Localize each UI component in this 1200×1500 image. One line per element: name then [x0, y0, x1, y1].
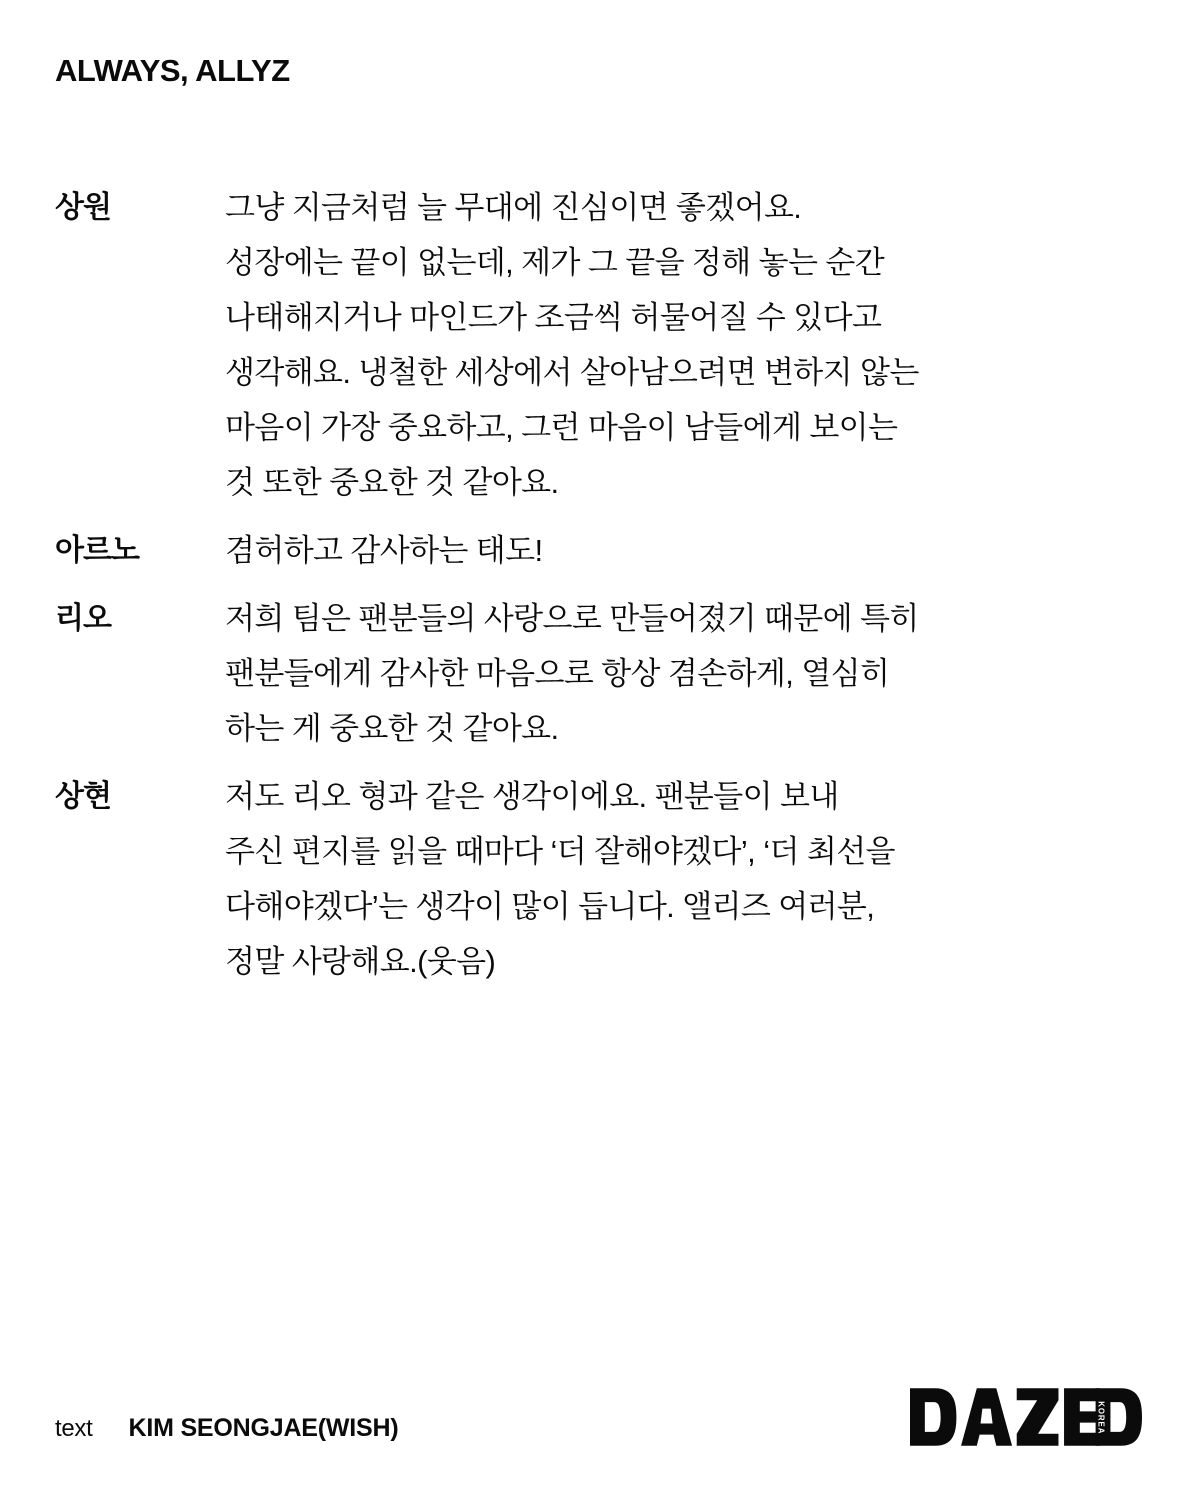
dazed-wordmark — [910, 1388, 1142, 1446]
dialogue-line: 그냥 지금처럼 늘 무대에 진심이면 좋겠어요. — [225, 190, 802, 225]
dialogue-line: 나태해지거나 마인드가 조금씩 허물어질 수 있다고 — [225, 300, 882, 335]
dialogue-line: 생각해요. 냉철한 세상에서 살아남으려면 변하지 않는 — [225, 355, 919, 390]
dialogue-row — [55, 591, 1145, 756]
credit-label: text — [55, 1415, 93, 1442]
dialogue-line: 팬분들에게 감사한 마음으로 항상 겸손하게, 열심히 — [225, 656, 890, 691]
dialogue-list — [55, 180, 1145, 1002]
dialogue-lines — [225, 591, 919, 756]
speaker-name: 상원 — [55, 191, 111, 224]
korea-label: KOREA — [1096, 1401, 1106, 1435]
dialogue-lines — [225, 180, 919, 510]
dialogue-line: 겸허하고 감사하는 태도! — [225, 533, 543, 568]
dialogue-line: 마음이 가장 중요하고, 그런 마음이 남들에게 보이는 — [225, 410, 898, 445]
dialogue-row — [55, 769, 1145, 989]
dialogue-lines — [225, 769, 895, 989]
dialogue-row — [55, 180, 1145, 510]
speaker-name: 상현 — [55, 780, 111, 813]
dialogue-line: 것 또한 중요한 것 같아요. — [225, 465, 559, 500]
dialogue-line: 다해야겠다’는 생각이 많이 듭니다. 앨리즈 여러분, — [225, 889, 875, 924]
dialogue-line: 주신 편지를 읽을 때마다 ‘더 잘해야겠다’, ‘더 최선을 — [225, 834, 895, 869]
credit — [55, 1414, 399, 1446]
dialogue-lines — [225, 523, 543, 578]
page-title: ALWAYS, ALLYZ — [55, 53, 290, 88]
credit-name: KIM SEONGJAE(WISH) — [128, 1414, 399, 1442]
dialogue-line: 정말 사랑해요.(웃음) — [225, 944, 496, 979]
speaker-name: 아르노 — [55, 534, 139, 567]
footer — [55, 1388, 1142, 1446]
dialogue-row — [55, 523, 1145, 578]
dazed-korea-logo — [910, 1388, 1142, 1446]
speaker-name: 리오 — [55, 602, 111, 635]
dialogue-line: 저희 팀은 팬분들의 사랑으로 만들어졌기 때문에 특히 — [225, 601, 919, 636]
dialogue-line: 성장에는 끝이 없는데, 제가 그 끝을 정해 놓는 순간 — [225, 245, 885, 280]
dialogue-line: 하는 게 중요한 것 같아요. — [225, 711, 559, 746]
dialogue-line: 저도 리오 형과 같은 생각이에요. 팬분들이 보내 — [225, 779, 839, 814]
